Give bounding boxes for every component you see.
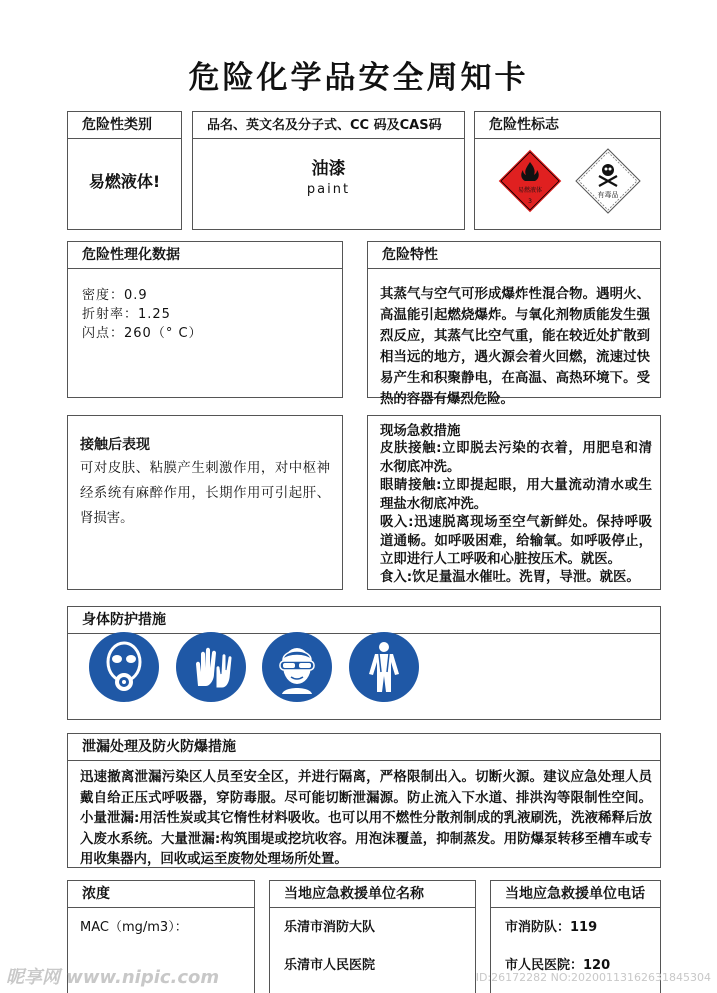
protection-box	[67, 606, 661, 720]
product-name-en: paint	[306, 182, 351, 197]
toxic-diamond-icon	[575, 148, 641, 214]
first-aid-heading: 现场急救措施	[380, 424, 461, 439]
physchem-refraction: 折射率：1.25	[82, 307, 171, 322]
flammable-number: 3	[528, 198, 532, 205]
rescue-phone-hospital: 市人民医院：120	[505, 958, 611, 973]
rescue-phones-header: 当地应急救援单位电话	[491, 881, 660, 908]
hazard-class-value: 易燃液体!	[88, 172, 161, 191]
hazard-char-header: 危险特性	[368, 242, 660, 269]
physchem-flashpoint: 闪点：260（° C）	[82, 326, 203, 341]
leak-header: 泄漏处理及防火防爆措施	[68, 734, 660, 761]
contact-text: 可对皮肤、粘膜产生刺激作用，对中枢神经系统有麻醉作用，长期作用可引起肝、肾损害。	[80, 461, 330, 526]
contact-heading: 接触后表现	[80, 437, 150, 453]
hazard-sign-header: 危险性标志	[475, 112, 660, 139]
rescue-unit-hospital: 乐清市人民医院	[284, 958, 376, 973]
rescue-units-header: 当地应急救援单位名称	[270, 881, 475, 908]
hazard-char-text: 其蒸气与空气可形成爆炸性混合物。遇明火、高温能引起燃烧爆炸。与氧化剂物质能发生强烈反应，其蒸气比空气重，能在较近处扩散到相当远的地方，遇火源会着火回燃，流速过快易产生和积聚静电，在高温、高热环境下。受热的容器有爆烈危险。	[380, 287, 650, 407]
product-name-cn: 油漆	[311, 159, 346, 179]
hazard-sign-box	[474, 111, 661, 230]
rescue-units-box	[269, 880, 476, 993]
flammable-label: 易燃液体	[517, 187, 543, 194]
rescue-unit-fire: 乐清市消防大队	[284, 920, 376, 935]
contact-box	[67, 415, 343, 590]
product-name-header: 品名、英文名及分子式、CC 码及CAS码	[193, 112, 464, 139]
safety-goggles-icon	[262, 632, 332, 702]
hazard-char-box	[367, 241, 661, 407]
first-aid-box	[367, 415, 661, 590]
physchem-header: 危险性理化数据	[68, 242, 342, 269]
flammable-diamond-icon	[497, 148, 563, 214]
physchem-density: 密度：0.9	[82, 288, 148, 303]
toxic-label: 有毒品	[597, 191, 619, 199]
hazard-class-header: 危险性类别	[68, 112, 181, 139]
first-aid-eyes: 眼睛接触:立即提起眼，用大量流动清水或生理盐水彻底冲洗。	[380, 478, 652, 512]
leak-box	[67, 733, 661, 868]
hazard-class-box	[67, 111, 182, 230]
watermark-id: ID:26172282 NO:20200113162631845304	[475, 971, 711, 984]
watermark-site: 昵享网 www.nipic.com	[6, 967, 220, 988]
leak-text: 迅速撤离泄漏污染区人员至安全区，并进行隔离，严格限制出入。切断火源。建议应急处理人员戴自给正压式呼吸器，穿防毒服。尽可能切断泄漏源。防止流入下水道、排洪沟等限制性空间。小量泄漏:用活性炭或其它惰性材料吸收。也可以用不燃性分散剂制成的乳液刷洗，洗液稀释后放入废水系统。大量泄漏:构筑围堤或挖坑收容。用泡沫覆盖，抑制蒸发。用防爆泵转移至槽车或专用收集器内，回收或运至废物处理场所处置。	[80, 770, 652, 867]
concentration-header: 浓度	[68, 881, 254, 908]
rescue-phone-fire: 市消防队：119	[505, 920, 598, 935]
first-aid-ingestion: 食入:饮足量温水催吐。洗胃，导泄。就医。	[380, 570, 640, 585]
page-title: 危险化学品安全周知卡	[188, 60, 529, 96]
protection-header: 身体防护措施	[68, 607, 660, 634]
protective-suit-icon	[349, 632, 419, 702]
gas-mask-icon	[89, 632, 159, 702]
gloves-icon	[176, 632, 246, 702]
concentration-value: MAC（mg/m3）：	[80, 920, 188, 935]
physchem-box	[67, 241, 343, 398]
product-name-box	[192, 111, 465, 230]
first-aid-inhalation: 吸入:迅速脱离现场至空气新鲜处。保持呼吸道通畅。如呼吸困难，给输氧。如呼吸停止，立即进行人工呼吸和心脏按压术。就医。	[380, 515, 652, 567]
first-aid-skin: 皮肤接触:立即脱去污染的衣着，用肥皂和清水彻底冲洗。	[380, 441, 652, 475]
